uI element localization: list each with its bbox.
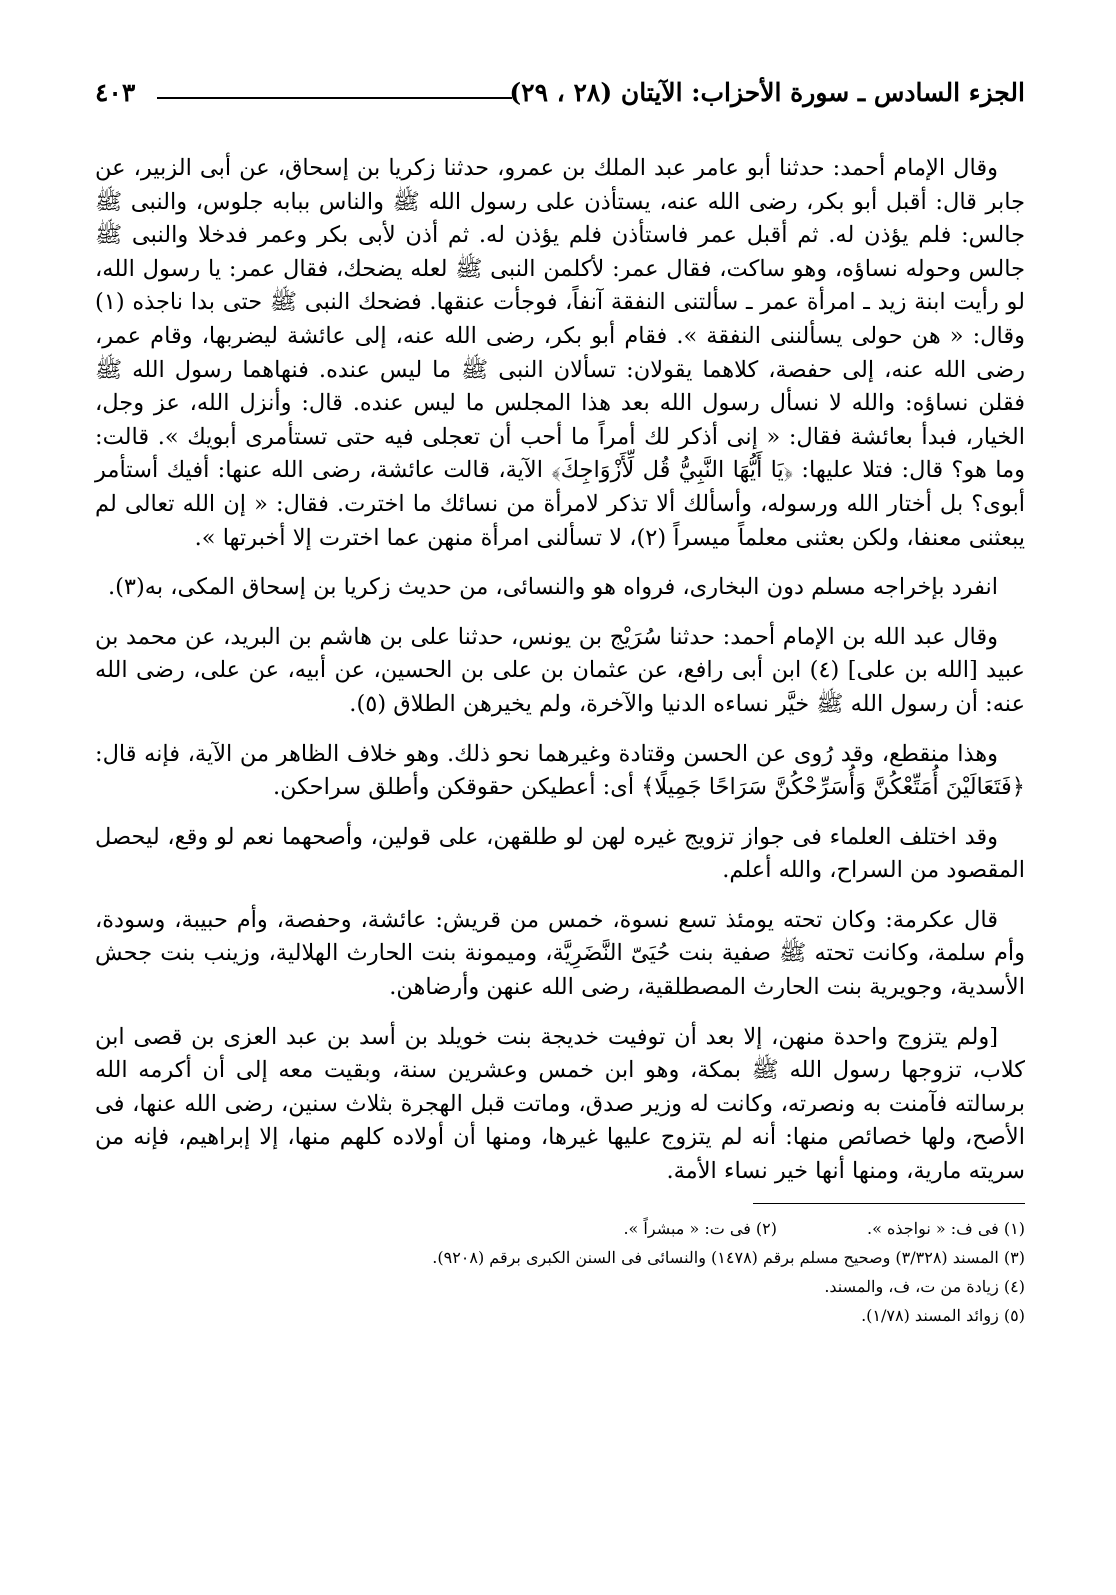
footnote-2: (٢) فى ت: « مبشراً ». xyxy=(623,1218,778,1238)
paragraph-khadijah: [ولم يتزوج واحدة منهن، إلا بعد أن توفيت خديجة بنت خويلد بن أسد بن عبد العزى بن قصى ابن كلاب، تزوجها رسول الله ﷺ بمكة، وهو ابن خمس وعشرين سنة، وبقيت معه إلى أن أكرمه الله برسالته فآمنت به ونصرته، وكانت له وزير صدق، وماتت قبل الهجرة بثلاث سنين، رضى الله عنها، فى الأصح، ولها خصائص منها: أنه لم يتزوج عليها غيرها، ومنها أن أولاده كلهم منها، إلا إبراهيم، فإنه من سريته مارية، ومنها أنها خير نساء الأمة. xyxy=(95,1023,1025,1185)
page-header xyxy=(95,78,1025,124)
footnote-4: (٤) زيادة من ت، ف، والمسند. xyxy=(824,1276,1025,1296)
page-number: ٤٠٣ xyxy=(95,78,136,107)
page xyxy=(95,78,1025,1330)
footnote-1: (١) فى ف: « نواجذه ». xyxy=(867,1218,1025,1238)
paragraph-ikhtilaf: وقد اختلف العلماء فى جواز تزويج غيره لهن لو طلقهن، على قولين، وأصحهما نعم لو وقع، ليحصل المقصود من السراح، والله أعلم. xyxy=(95,823,1025,884)
paragraph-ikrimah: قال عكرمة: وكان تحته يومئذ تسع نسوة، خمس من قريش: عائشة، وحفصة، وأم حبيبة، وسودة، وأم سلمة، وكانت تحته ﷺ صفية بنت حُيَىّ النَّضَرِيَّة، وميمونة بنت الحارث الهلالية، وزينب بنت جحش الأسدية، وجويرية بنت الحارث المصطلقية، رضى الله عنهن وأرضاهن. xyxy=(95,906,1025,1001)
paragraph-hadith-jabir: وقال الإمام أحمد: حدثنا أبو عامر عبد الملك بن عمرو، حدثنا زكريا بن إسحاق، عن أبى الزبير، عن جابر قال: أقبل أبو بكر، رضى الله عنه، يستأذن على رسول الله ﷺ والناس ببابه جلوس، والنبى ﷺ جالس: فلم يؤذن له. ثم أقبل عمر فاستأذن فلم يؤذن له. ثم أذن لأبى بكر وعمر فدخلا والنبى ﷺ جالس وحوله نساؤه، وهو ساكت، فقال عمر: لأكلمن النبى ﷺ لعله يضحك، فقال عمر: يا رسول الله، لو رأيت ابنة زيد ـ امرأة عمر ـ سألتنى النفقة آنفاً، فوجأت عنقها. فضحك النبى ﷺ حتى بدا ناجذه (١) وقال: « هن حولى يسألننى النفقة ». فقام أبو بكر، رضى الله عنه، إلى عائشة ليضربها، وقام عمر، رضى الله عنه، إلى حفصة، كلاهما يقولان: تسألان النبى ﷺ ما ليس عنده. فنهاهما رسول الله ﷺ فقلن نساؤه: والله لا نسأل رسول الله بعد هذا المجلس ما ليس عنده. قال: وأنزل الله، عز وجل، الخيار، فبدأ بعائشة فقال: « إنى أذكر لك أمراً ما أحب أن تعجلى فيه حتى تستأمرى أبويك ». قالت: وما هو؟ قال: فتلا عليها: ﴿يَا أَيُّهَا النَّبِيُّ قُل لِّأَزْوَاجِكَ﴾ الآية، قالت عائشة، رضى الله عنها: أفيك أستأمر أبوى؟ بل أختار الله ورسوله، وأسألك ألا تذكر لامرأة من نسائك ما اخترت. فقال: « إن الله تعالى لم يبعثنى معنفا، ولكن بعثنى معلماً ميسراً (٢)، لا تسألنى امرأة منهن عما اخترت إلا أخبرتها ». xyxy=(95,155,1025,551)
header-rule xyxy=(157,97,512,99)
footnotes xyxy=(95,1214,1025,1330)
footnote-rule xyxy=(753,1203,1025,1204)
running-title: الجزء السادس ـ سورة الأحزاب: الآيتان (٢٨ ، ٢٩) xyxy=(509,78,1025,107)
paragraph-munqati: وهذا منقطع، وقد رُوى عن الحسن وقتادة وغيرهما نحو ذلك. وهو خلاف الظاهر من الآية، فإنه قال: ﴿فَتَعَالَيْنَ أُمَتِّعْكُنَّ وَأُسَرِّحْكُنَّ سَرَاحًا جَمِيلًا﴾ أى: أعطيكن حقوقكن وأطلق سراحكن. xyxy=(95,740,1025,801)
paragraph-hadith-ali: وقال عبد الله بن الإمام أحمد: حدثنا سُرَيْج بن يونس، حدثنا على بن هاشم بن البريد، عن محمد بن عبيد [الله بن على] (٤) ابن أبى رافع، عن عثمان بن على بن الحسين، عن أبيه، عن على، رضى الله عنه: أن رسول الله ﷺ خيَّر نساءه الدنيا والآخرة، ولم يخيرهن الطلاق (٥). xyxy=(95,623,1025,717)
footnote-5: (٥) زوائد المسند (١/٧٨). xyxy=(861,1305,1025,1325)
footnote-row xyxy=(95,1214,1025,1243)
footnote-3: (٣) المسند (٣/٣٢٨) وصحيح مسلم برقم (١٤٧٨) والنسائى فى السنن الكبرى برقم (٩٢٠٨). xyxy=(432,1247,1025,1267)
paragraph-takhrij: انفرد بإخراجه مسلم دون البخارى، فرواه هو والنسائى، من حديث زكريا بن إسحاق المكى، به(٣). xyxy=(107,574,998,601)
